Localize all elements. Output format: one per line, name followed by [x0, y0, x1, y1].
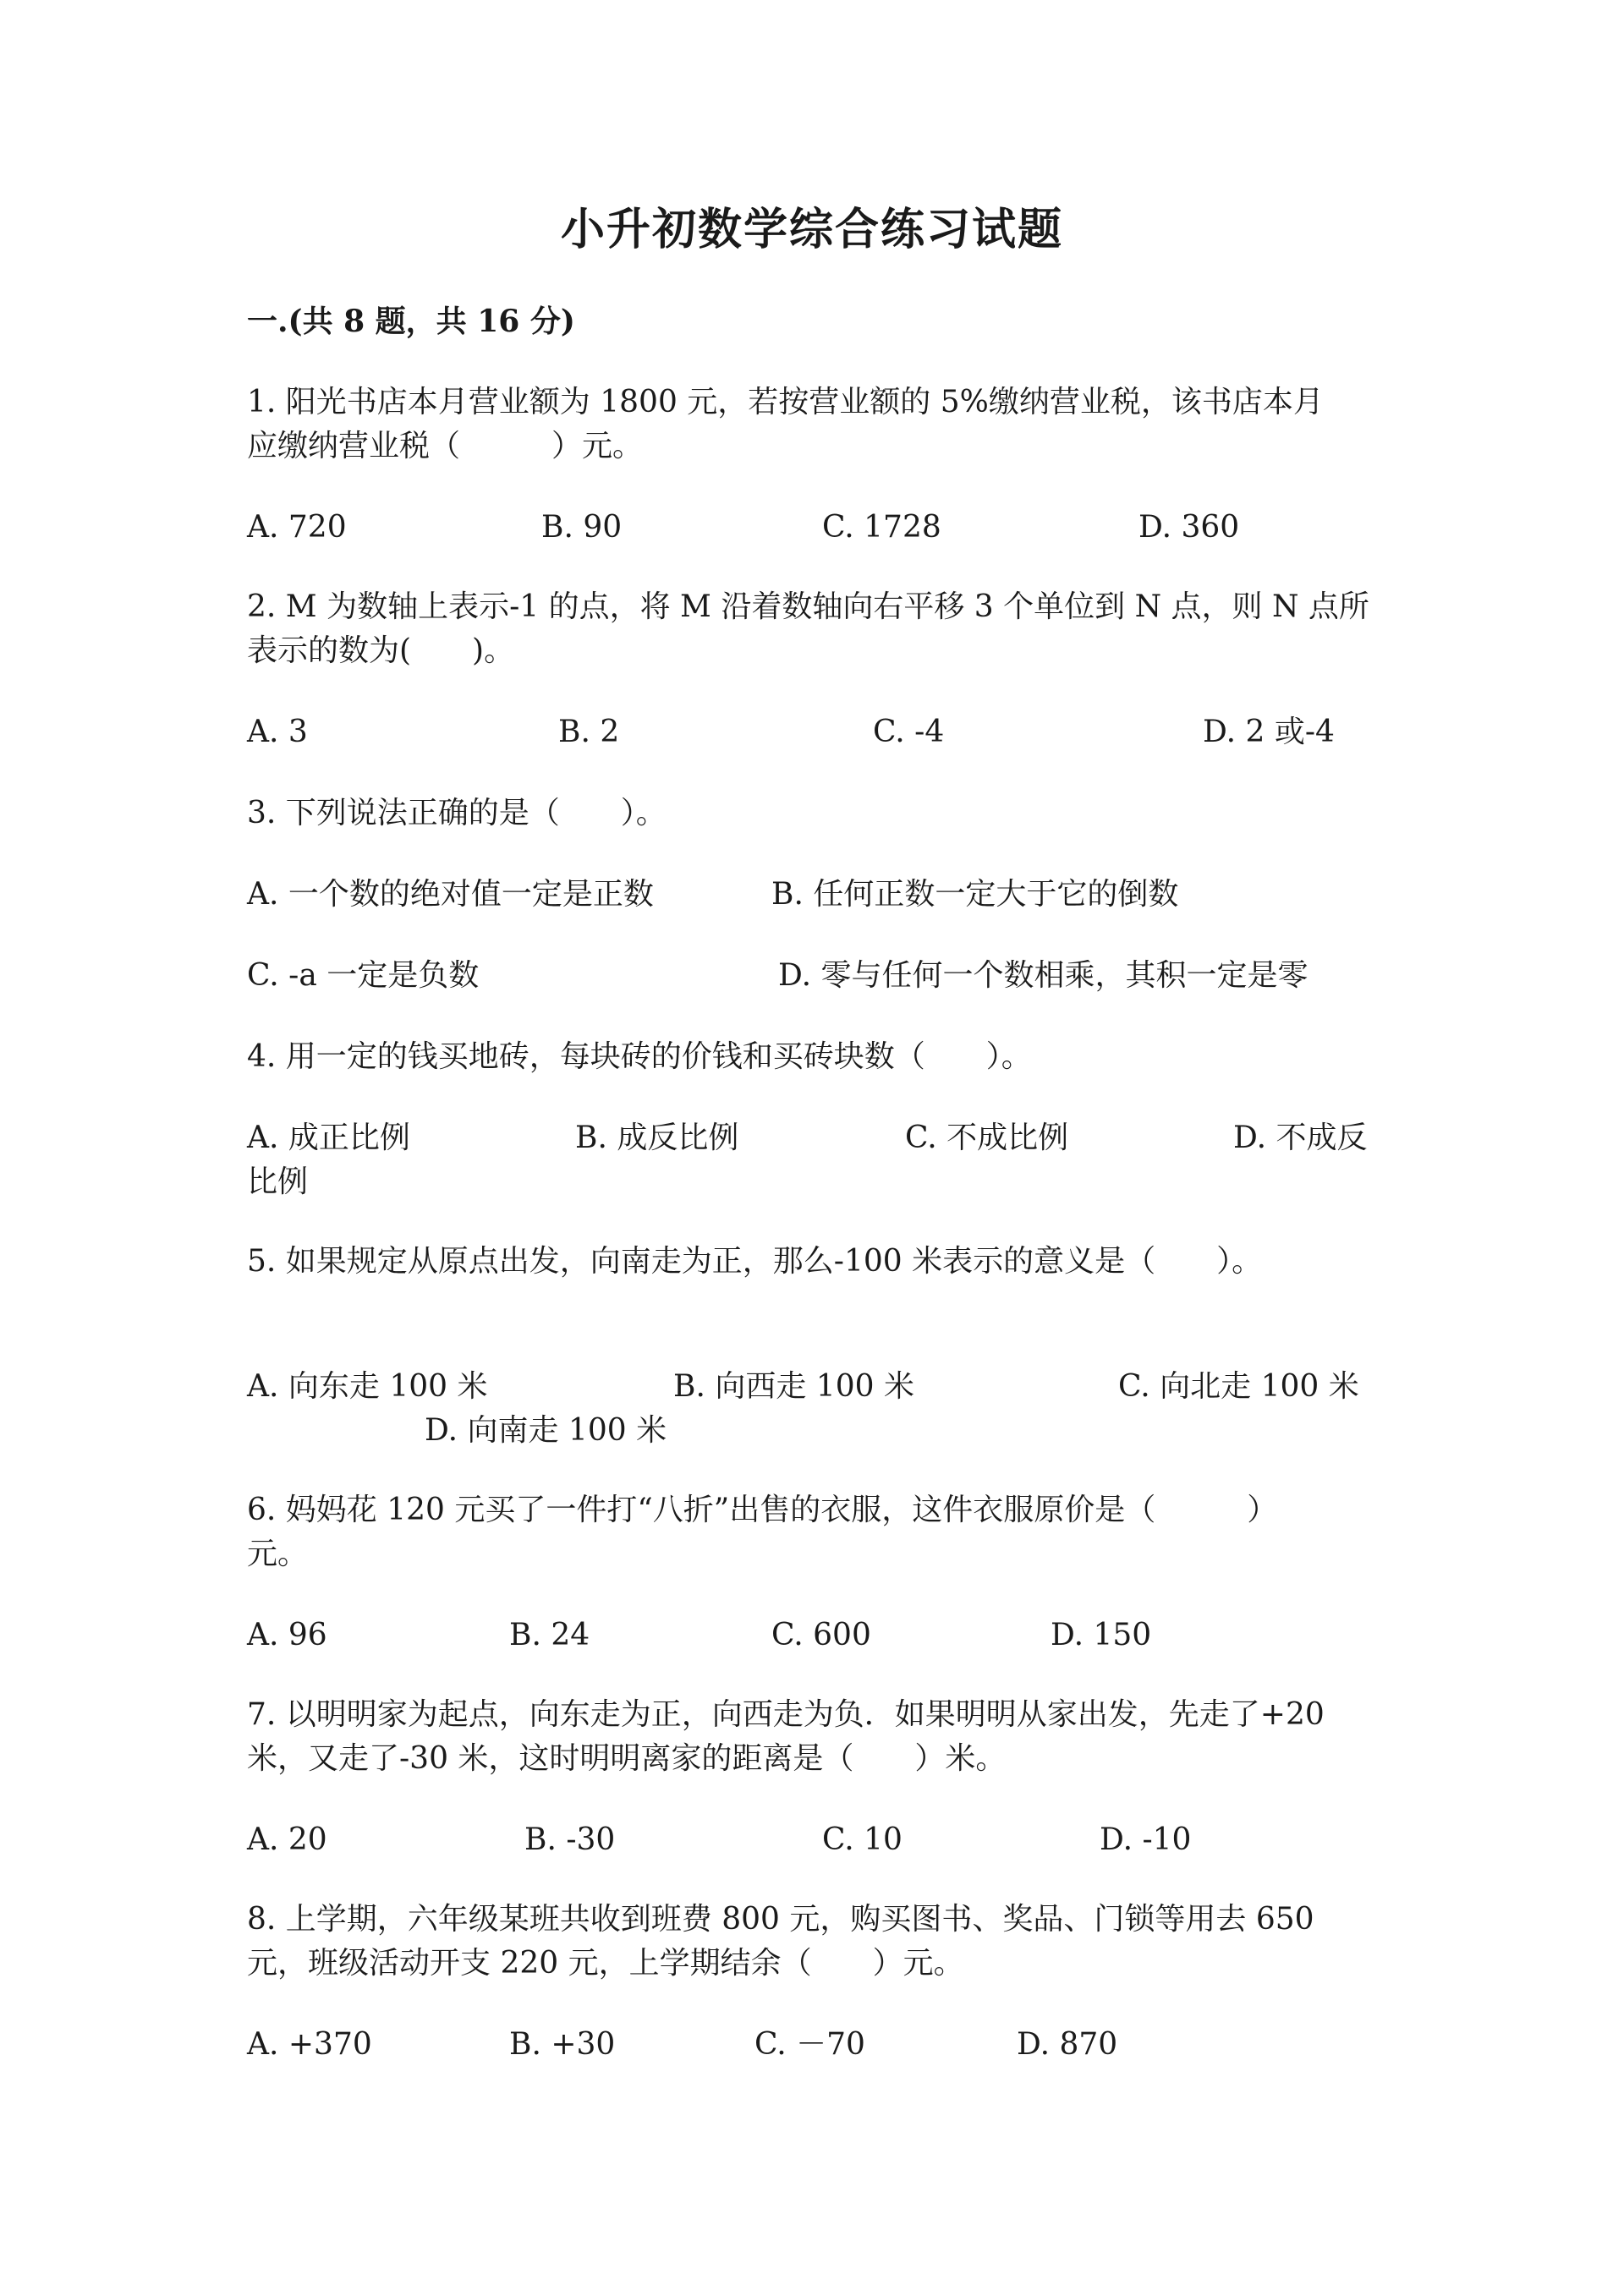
question-2-stem-line-2: 表示的数为( )。: [247, 633, 515, 668]
question-1-stem-line-2: 应缴纳营业税（ ）元。: [247, 429, 644, 463]
question-8-option-b: B. +30: [509, 2027, 616, 2062]
question-7-stem-line-1: 7. 以明明家为起点，向东走为正，向西走为负．如果明明从家出发，先走了+20: [247, 1697, 1325, 1732]
question-7-option-b: B. -30: [524, 1822, 616, 1857]
question-4-option-d-wrap: 比例: [247, 1164, 309, 1199]
question-1-stem: [247, 381, 1397, 469]
question-6-option-c: C. 600: [771, 1618, 871, 1652]
question-6-stem-line-2: 元。: [247, 1537, 309, 1571]
question-4-option-a: A. 成正比例: [247, 1121, 410, 1155]
question-2-option-a: A. 3: [247, 715, 308, 749]
question-4-option-c: C. 不成比例: [905, 1121, 1069, 1155]
question-6-option-b: B. 24: [509, 1618, 590, 1652]
page-title: 小升初数学综合练习试题: [560, 204, 1063, 255]
question-3-stem-line-1: 3. 下列说法正确的是（ ）。: [247, 796, 667, 830]
question-2-option-c: C. -4: [873, 715, 945, 749]
question-7-stem-line-2: 米，又走了-30 米，这时明明离家的距离是（ ）米。: [247, 1741, 1007, 1776]
question-5-stem-line-1: 5. 如果规定从原点出发，向南走为正，那么-100 米表示的意义是（ ）。: [247, 1244, 1263, 1279]
question-1-stem-line-1: 1. 阳光书店本月营业额为 1800 元，若按营业额的 5%缴纳营业税，该书店本月: [247, 385, 1324, 419]
question-6-option-a: A. 96: [247, 1618, 327, 1652]
question-5-option-d: D. 向南走 100 米: [425, 1413, 667, 1448]
question-7-option-c: C. 10: [822, 1822, 903, 1857]
question-7-stem: [247, 1693, 1397, 1781]
question-1-option-b: B. 90: [541, 510, 623, 545]
question-3-option-b: B. 任何正数一定大于它的倒数: [771, 877, 1179, 912]
question-8-stem-line-2: 元，班级活动开支 220 元，上学期结余（ ）元。: [247, 1946, 964, 1981]
question-1-option-d: D. 360: [1138, 510, 1240, 545]
question-5-option-a: A. 向东走 100 米: [247, 1369, 488, 1404]
question-7-option-a: A. 20: [247, 1822, 327, 1857]
question-4-option-b: B. 成反比例: [575, 1121, 739, 1155]
question-5-stem: [247, 1240, 1397, 1284]
question-8-stem: [247, 1898, 1397, 1986]
question-2-option-b: B. 2: [558, 715, 620, 749]
question-2-stem: [247, 585, 1397, 673]
question-7-option-d: D. -10: [1100, 1822, 1192, 1857]
question-6-stem: [247, 1488, 1397, 1576]
question-3-option-c: C. -a 一定是负数: [247, 958, 480, 993]
question-4-stem: [247, 1035, 1397, 1079]
question-1-option-c: C. 1728: [822, 510, 941, 545]
section-heading: 一.(共 8 题，共 16 分): [247, 304, 575, 339]
question-5-option-c: C. 向北走 100 米: [1118, 1369, 1359, 1404]
question-3-stem: [247, 792, 1397, 836]
question-3-option-a: A. 一个数的绝对值一定是正数: [247, 877, 654, 912]
question-8-stem-line-1: 8. 上学期，六年级某班共收到班费 800 元，购买图书、奖品、门锁等用去 650: [247, 1902, 1314, 1937]
question-6-stem-line-1: 6. 妈妈花 120 元买了一件打“八折”出售的衣服，这件衣服原价是（ ）: [247, 1493, 1278, 1527]
question-2-option-d: D. 2 或-4: [1203, 715, 1335, 749]
question-6-option-d: D. 150: [1051, 1618, 1152, 1652]
question-1-option-a: A. 720: [247, 510, 347, 545]
question-4-option-d: D. 不成反: [1233, 1121, 1368, 1155]
question-2-stem-line-1: 2. M 为数轴上表示-1 的点，将 M 沿着数轴向右平移 3 个单位到 N 点，则 N 点所: [247, 589, 1369, 624]
question-5-option-b: B. 向西走 100 米: [673, 1369, 914, 1404]
question-8-option-a: A. +370: [247, 2027, 372, 2062]
question-4-stem-line-1: 4. 用一定的钱买地砖，每块砖的价钱和买砖块数（ ）。: [247, 1039, 1032, 1074]
question-3-option-d: D. 零与任何一个数相乘，其积一定是零: [778, 958, 1309, 993]
question-8-option-d: D. 870: [1017, 2027, 1118, 2062]
question-8-option-c: C. －70: [754, 2027, 865, 2062]
